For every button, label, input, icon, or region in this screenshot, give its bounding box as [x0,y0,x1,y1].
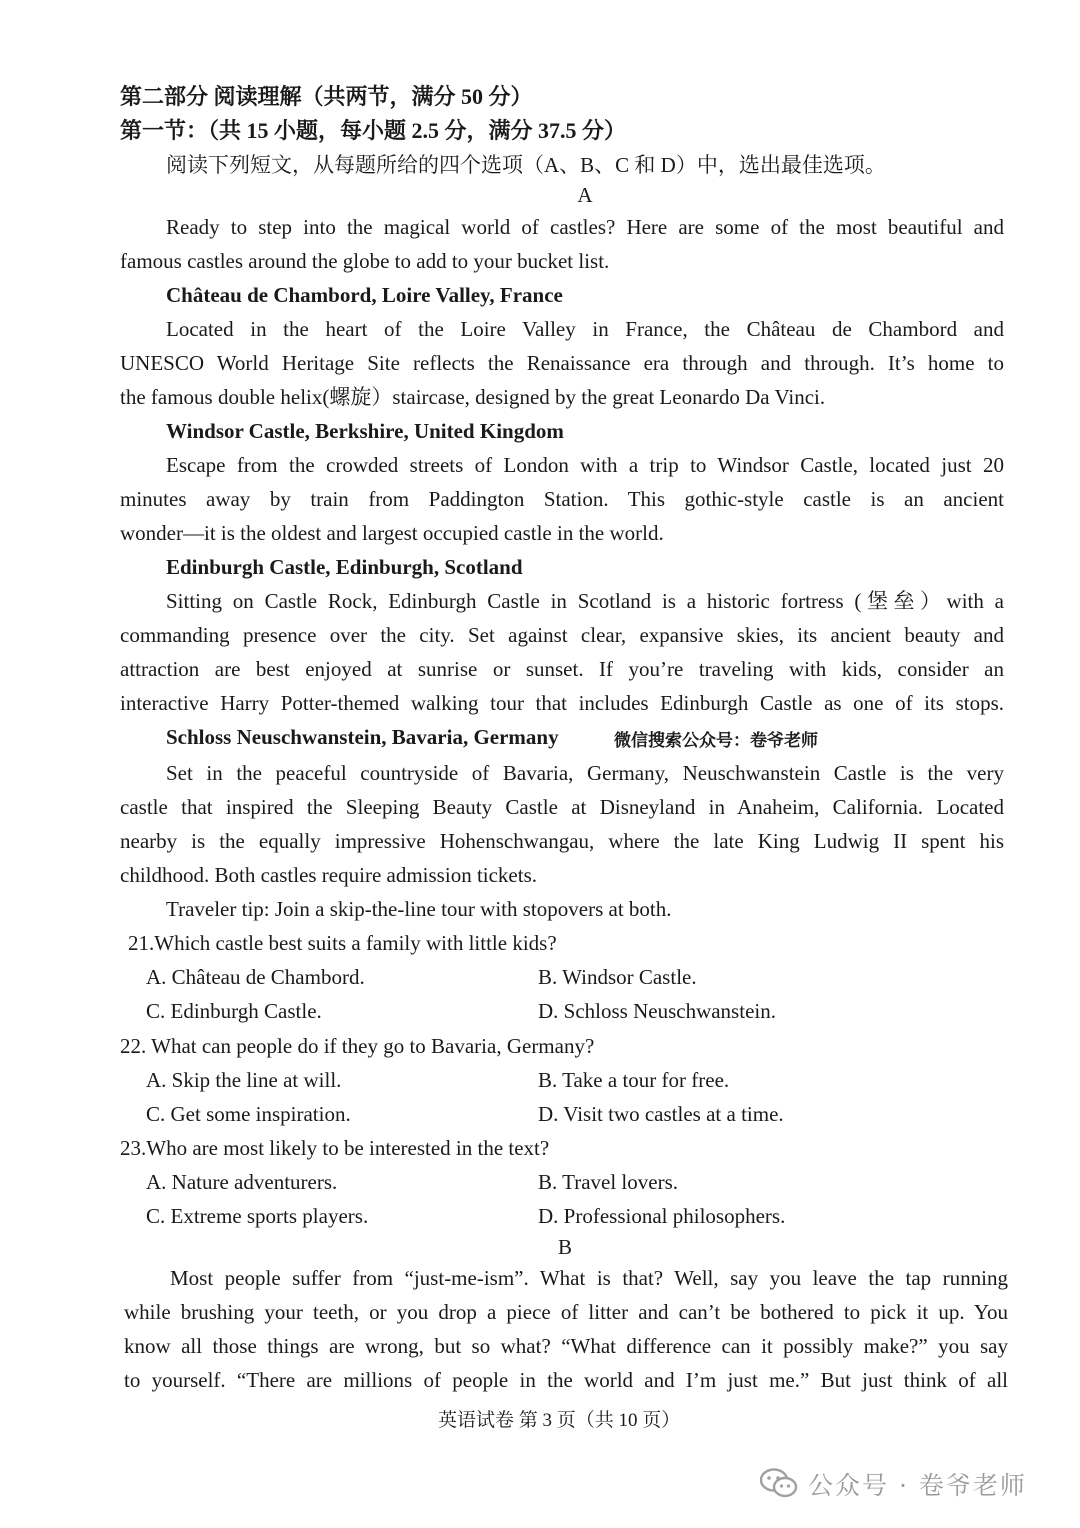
question-stem: 23.Who are most likely to be interested in the text? [120,1136,550,1160]
passage-a-intro-line: Ready to step into the magical world of castles? Here are some of the most beautiful and [166,215,1004,239]
wechat-brand [760,1462,1027,1506]
answer-option: C. Edinburgh Castle. [146,999,322,1023]
passage-a-intro-line: famous castles around the globe to add to your bucket list. [120,249,610,273]
question-stem: 22. What can people do if they go to Bavaria, Germany? [120,1034,595,1058]
paragraph-line: while brushing your teeth, or you drop a piece of litter and can’t be bothered to pick it up. You [124,1300,1008,1324]
answer-option: B. Windsor Castle. [538,965,697,989]
traveler-tip: Traveler tip: Join a skip-the-line tour with stopovers at both. [166,897,672,921]
passage-a-label: A [577,183,593,207]
watermark-text: 微信搜索公众号：卷爷老师 [614,731,818,751]
paragraph-line: wonder—it is the oldest and largest occupied castle in the world. [120,521,664,545]
paragraph-line: interactive Harry Potter-themed walking tour that includes Edinburgh Castle as one of its stops. [120,691,1004,715]
paragraph-line: Located in the heart of the Loire Valley in France, the Château de Chambord and [166,317,1004,341]
paragraph-line: attraction are best enjoyed at sunrise or sunset. If you’re traveling with kids, consider an [120,657,1004,681]
answer-option: D. Visit two castles at a time. [538,1102,784,1126]
answer-option: D. Professional philosophers. [538,1204,786,1228]
paragraph-line: childhood. Both castles require admission tickets. [120,863,538,887]
paragraph-line: Most people suffer from “just-me-ism”. What is that? Well, say you leave the tap running [170,1266,1008,1290]
part-heading: 第二部分 阅读理解（共两节，满分 50 分） [120,84,533,109]
wechat-icon [760,1468,798,1500]
castle-title-chambord: Château de Chambord, Loire Valley, France [166,283,563,307]
castle-title-windsor: Windsor Castle, Berkshire, United Kingdom [166,419,564,443]
paragraph-line: Set in the peaceful countryside of Bavaria, Germany, Neuschwanstein Castle is the very [166,761,1004,785]
answer-option: A. Skip the line at will. [146,1068,342,1092]
paragraph-line: Escape from the crowded streets of London with a trip to Windsor Castle, located just 20 [166,453,1004,477]
answer-option: C. Get some inspiration. [146,1102,351,1126]
paragraph-line: the famous double helix(螺旋）staircase, designed by the great Leonardo Da Vinci. [120,385,826,409]
castle-title-neuschwanstein: Schloss Neuschwanstein, Bavaria, Germany [166,725,559,749]
paragraph-line: nearby is the equally impressive Hohenschwangau, where the late King Ludwig II spent his [120,829,1004,853]
instruction-text: 阅读下列短文，从每题所给的四个选项（A、B、C 和 D）中，选出最佳选项。 [166,153,886,177]
paragraph-line: to yourself. “There are millions of people in the world and I’m just me.” But just think of all [124,1368,1008,1392]
paragraph-line: minutes away by train from Paddington Station. This gothic-style castle is an ancient [120,487,1004,511]
answer-option: D. Schloss Neuschwanstein. [538,999,776,1023]
paragraph-line: know all those things are wrong, but so what? “What difference can it possibly make?” you say [124,1334,1008,1358]
page-footer: 英语试卷 第 3 页（共 10 页） [438,1410,681,1431]
paragraph-line: commanding presence over the city. Set against clear, expansive skies, its ancient beauty and [120,623,1004,647]
answer-option: B. Take a tour for free. [538,1068,730,1092]
paragraph-line: UNESCO World Heritage Site reflects the Renaissance era through and through. It’s home to [120,351,1004,375]
paragraph-line: castle that inspired the Sleeping Beauty Castle at Disneyland in Anaheim, California. Located [120,795,1004,819]
brand-label: 公众号 · 卷爷老师 [808,1471,1027,1500]
answer-option: B. Travel lovers. [538,1170,679,1194]
castle-title-edinburgh: Edinburgh Castle, Edinburgh, Scotland [166,555,523,579]
answer-option: C. Extreme sports players. [146,1204,369,1228]
question-stem: 21.Which castle best suits a family with little kids? [128,931,557,955]
answer-option: A. Château de Chambord. [146,965,365,989]
answer-option: A. Nature adventurers. [146,1170,338,1194]
paragraph-line: Sitting on Castle Rock, Edinburgh Castle in Scotland is a historic fortress (堡垒）with a [166,589,1004,613]
passage-b-label: B [557,1235,572,1259]
section-heading: 第一节：（共 15 小题，每小题 2.5 分，满分 37.5 分） [120,118,627,143]
